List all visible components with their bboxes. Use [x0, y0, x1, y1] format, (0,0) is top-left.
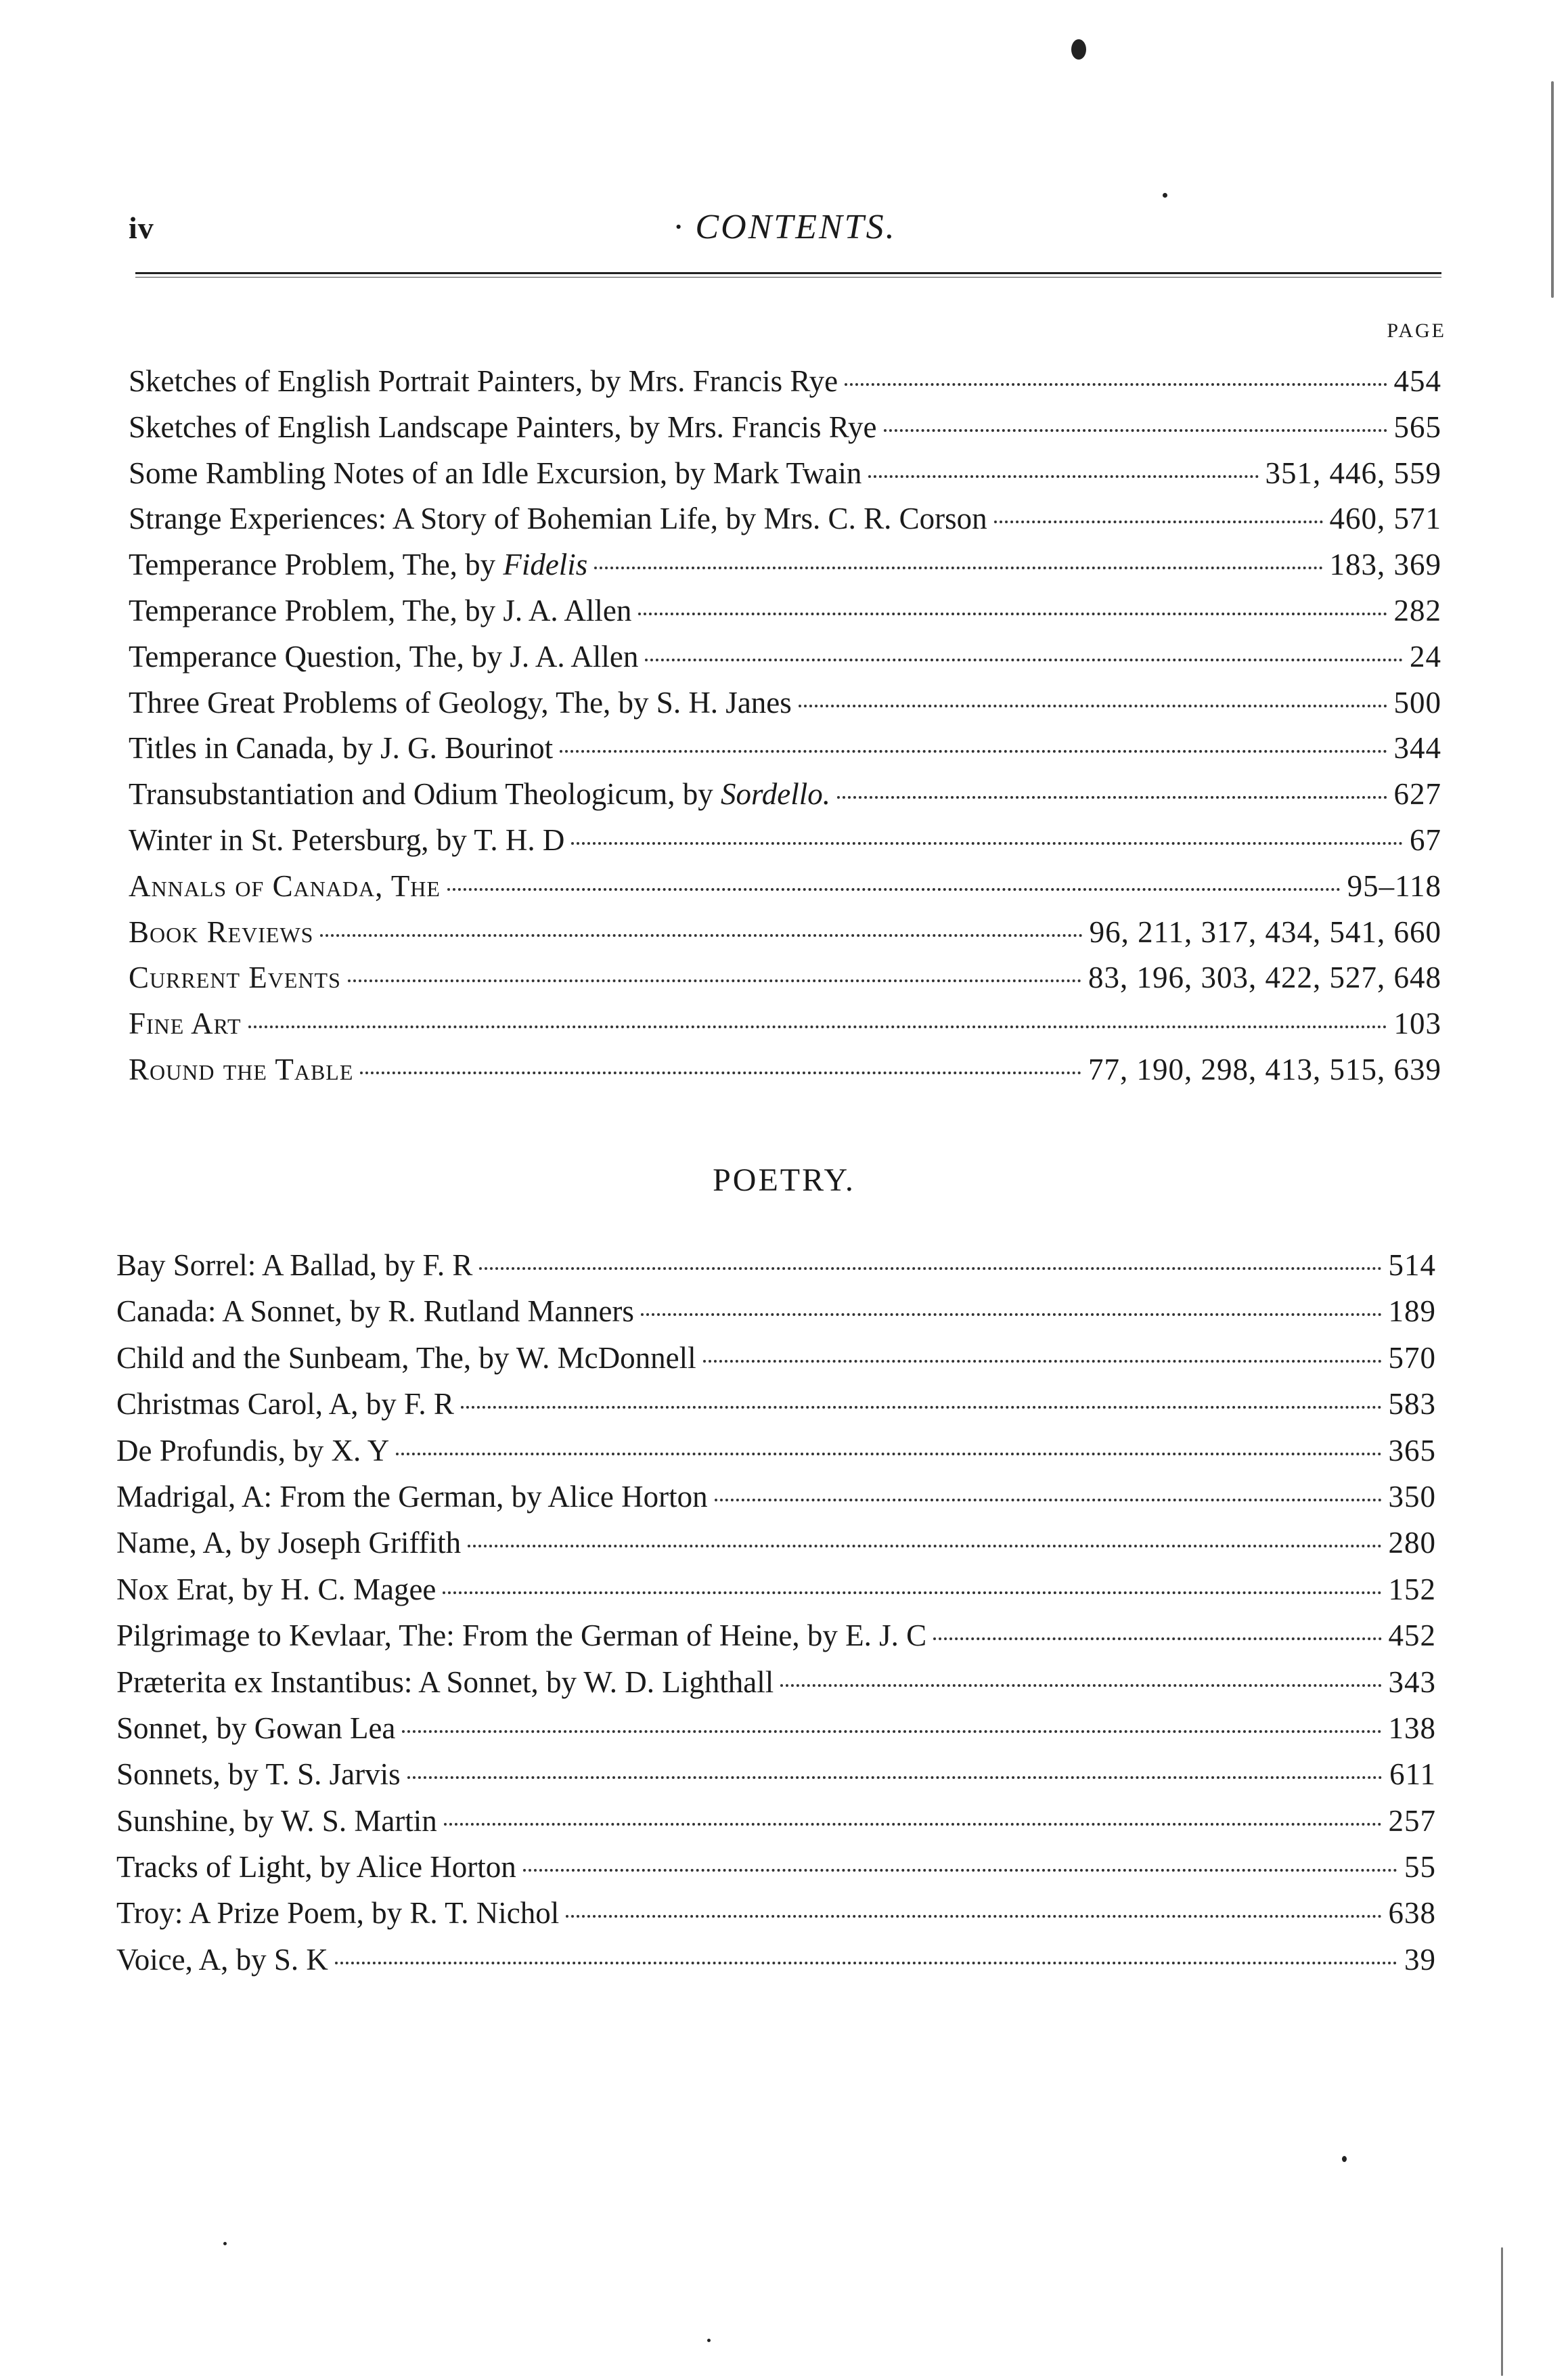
entry-title — [129, 542, 587, 588]
entry-title — [116, 1844, 516, 1890]
entry-pages: 24 — [1410, 639, 1441, 674]
dot-leader — [641, 1313, 1382, 1316]
dot-leader — [571, 842, 1403, 845]
dot-leader — [468, 1545, 1381, 1547]
entry-pages: 152 — [1388, 1572, 1436, 1606]
entry-title — [129, 359, 838, 405]
entry-pages: 351, 446, 559 — [1265, 456, 1441, 490]
entry-title-text: Madrigal, A: From the German, by Alice Horton — [116, 1479, 708, 1514]
entry-title-text: Troy: A Prize Poem, by R. T. Nichol — [116, 1896, 560, 1931]
dot-leader — [994, 521, 1323, 523]
entry-title-text: Temperance Problem, The, by J. A. Allen — [129, 593, 632, 627]
toc-entry — [116, 1566, 1436, 1612]
entry-title-text: Bay Sorrel: A Ballad, by F. R — [116, 1248, 473, 1282]
entry-title-text: Sonnet, by Gowan Lea — [116, 1711, 396, 1745]
dot-leader — [933, 1637, 1381, 1640]
toc-entry — [129, 680, 1441, 726]
entry-title — [116, 1242, 472, 1288]
entry-title — [129, 1001, 242, 1047]
dot-leader — [523, 1869, 1397, 1872]
entry-title-text: Winter in St. Petersburg, by T. H. D — [129, 822, 565, 857]
toc-entry — [116, 1428, 1436, 1474]
entry-pages: 257 — [1388, 1803, 1436, 1838]
dot-leader — [780, 1684, 1381, 1687]
entry-pages: 452 — [1388, 1618, 1436, 1653]
dot-leader — [868, 475, 1258, 478]
toc-entry — [116, 1520, 1436, 1566]
dot-leader — [360, 1072, 1081, 1074]
entry-pages: 103 — [1393, 1007, 1441, 1041]
entry-title — [129, 818, 564, 864]
toc-entry — [116, 1474, 1436, 1520]
entry-title-text: Round the Table — [129, 1052, 354, 1086]
toc-entry — [129, 588, 1441, 634]
toc-entry — [116, 1937, 1436, 1983]
entry-title — [129, 496, 987, 542]
entry-author-italic: Sordello. — [720, 777, 831, 812]
entry-title-text: Sketches of English Portrait Painters, by Mrs. Francis Rye — [129, 364, 838, 398]
entry-pages: 344 — [1393, 731, 1441, 766]
entry-title — [116, 1705, 395, 1751]
dot-leader — [560, 750, 1387, 753]
entry-pages: 638 — [1388, 1896, 1436, 1931]
dot-leader — [335, 1962, 1397, 1964]
toc-entry — [129, 910, 1441, 956]
entry-title-text: Annals of Canada, The — [129, 868, 441, 903]
toc-entry — [129, 1001, 1441, 1047]
ink-speck — [1163, 193, 1167, 198]
entry-title-text: Temperance Question, The, by J. A. Allen — [129, 639, 639, 674]
toc-entry — [129, 955, 1441, 1001]
entry-pages: 55 — [1404, 1850, 1436, 1885]
dot-leader — [348, 979, 1081, 982]
entry-title — [116, 1474, 708, 1520]
entry-title-text: Titles in Canada, by J. G. Bourinot — [129, 731, 554, 766]
entry-pages: 514 — [1388, 1248, 1436, 1282]
dot-leader — [461, 1406, 1382, 1409]
ink-speck — [1342, 2156, 1347, 2162]
entry-title-text: Sonnets, by T. S. Jarvis — [116, 1757, 401, 1792]
poetry-list — [116, 1242, 1436, 1983]
dot-leader — [645, 659, 1403, 661]
dot-leader — [638, 613, 1387, 615]
entry-pages: 570 — [1388, 1340, 1436, 1375]
dot-leader — [845, 383, 1387, 386]
entry-pages: 189 — [1388, 1294, 1436, 1329]
dot-leader — [320, 934, 1082, 937]
entry-title — [129, 1047, 353, 1093]
entry-title — [116, 1751, 401, 1797]
entry-title-text: Name, A, by Joseph Griffith — [116, 1526, 462, 1560]
running-head — [129, 196, 1441, 257]
dot-leader — [715, 1499, 1382, 1501]
entry-title-text: Pilgrimage to Kevlaar, The: From the German of Heine, by E. J. C — [116, 1618, 927, 1653]
entry-pages: 183, 369 — [1329, 548, 1441, 582]
entry-pages: 77, 190, 298, 413, 515, 639 — [1088, 1052, 1441, 1086]
entry-pages: 611 — [1389, 1757, 1436, 1792]
entry-title-text: Voice, A, by S. K — [116, 1942, 328, 1977]
entry-title — [129, 634, 638, 680]
dot-leader — [703, 1360, 1382, 1363]
ink-speck — [707, 2339, 711, 2342]
toc-entry — [116, 1751, 1436, 1797]
entry-title-text: Transubstantiation and Odium Theologicum, by — [129, 777, 713, 812]
header-rule — [135, 272, 1441, 278]
dot-leader — [884, 429, 1387, 432]
entry-title — [129, 910, 313, 956]
toc-entry — [116, 1242, 1436, 1288]
entry-title-text: Current Events — [129, 961, 341, 995]
dot-leader — [799, 705, 1387, 707]
page-number: iv — [129, 211, 154, 245]
toc-entry — [129, 818, 1441, 864]
entry-title-text: Child and the Sunbeam, The, by W. McDonnell — [116, 1340, 696, 1375]
dot-leader — [837, 796, 1387, 799]
entry-title-text: Canada: A Sonnet, by R. Rutland Manners — [116, 1294, 634, 1329]
entry-title — [116, 1659, 774, 1705]
entry-title — [116, 1798, 437, 1844]
entry-pages: 39 — [1404, 1942, 1436, 1977]
dot-leader — [479, 1267, 1381, 1270]
toc-entry — [116, 1612, 1436, 1658]
entry-title-text: Sketches of English Landscape Painters, by Mrs. Francis Rye — [129, 410, 877, 444]
toc-entry — [116, 1381, 1436, 1427]
entry-title — [129, 451, 861, 497]
entry-title-text: Fine Art — [129, 1007, 242, 1041]
toc-entry — [116, 1890, 1436, 1936]
entry-title — [116, 1612, 926, 1658]
entry-title — [116, 1520, 461, 1566]
entry-pages: 95–118 — [1347, 868, 1441, 903]
dot-leader — [407, 1776, 1383, 1779]
entry-pages: 350 — [1388, 1479, 1436, 1514]
page-column-label: PAGE — [1387, 319, 1446, 342]
entry-title — [129, 772, 830, 818]
toc-entry — [129, 542, 1441, 588]
toc-entry — [129, 634, 1441, 680]
entry-title-text: Temperance Problem, The, by — [129, 548, 496, 582]
entry-title-text: Præterita ex Instantibus: A Sonnet, by W. D. Lighthall — [116, 1665, 774, 1699]
entry-pages: 500 — [1393, 685, 1441, 720]
toc-entry — [129, 451, 1441, 497]
dot-leader — [443, 1591, 1381, 1594]
entry-title — [116, 1288, 634, 1334]
dot-leader — [396, 1453, 1381, 1455]
entry-title — [129, 588, 631, 634]
entry-title — [129, 680, 792, 726]
entry-title — [116, 1890, 559, 1936]
entry-title-text: De Profundis, by X. Y — [116, 1433, 390, 1468]
entry-title — [129, 405, 877, 451]
entry-title — [116, 1428, 389, 1474]
entry-pages: 83, 196, 303, 422, 527, 648 — [1088, 961, 1441, 995]
dot-leader — [402, 1730, 1381, 1733]
entry-title-text: Book Reviews — [129, 914, 314, 949]
entry-pages: 67 — [1410, 822, 1441, 857]
toc-entry — [116, 1288, 1436, 1334]
toc-entry — [116, 1798, 1436, 1844]
toc-entry — [116, 1659, 1436, 1705]
dot-leader — [248, 1026, 1387, 1028]
ink-speck — [1071, 39, 1086, 60]
toc-entry — [129, 405, 1441, 451]
entry-pages: 343 — [1388, 1665, 1436, 1699]
dot-leader — [594, 567, 1322, 569]
entry-title-text: Christmas Carol, A, by F. R — [116, 1387, 454, 1422]
entry-pages: 282 — [1393, 593, 1441, 627]
toc-entry — [116, 1844, 1436, 1890]
entry-title — [129, 726, 553, 772]
ink-speck — [1501, 2247, 1503, 2376]
entry-pages: 565 — [1393, 410, 1441, 444]
dot-leader — [444, 1823, 1382, 1826]
entry-pages: 280 — [1388, 1526, 1436, 1560]
entry-title-text: Nox Erat, by H. C. Magee — [116, 1572, 436, 1606]
toc-entry — [129, 359, 1441, 405]
entry-title — [116, 1381, 454, 1427]
poetry-heading: POETRY. — [713, 1162, 855, 1198]
entry-title-text: Some Rambling Notes of an Idle Excursion, by Mark Twain — [129, 456, 862, 490]
entry-pages: 627 — [1393, 777, 1441, 812]
entry-title — [129, 864, 441, 910]
toc-entry — [129, 496, 1441, 542]
dot-leader — [566, 1915, 1381, 1918]
entry-pages: 96, 211, 317, 434, 541, 660 — [1089, 914, 1441, 949]
toc-entry — [129, 864, 1441, 910]
entry-title — [116, 1566, 436, 1612]
toc-entry — [129, 726, 1441, 772]
entry-pages: 460, 571 — [1329, 502, 1441, 536]
entry-title-text: Sunshine, by W. S. Martin — [116, 1803, 437, 1838]
toc-entry — [116, 1705, 1436, 1751]
entry-title — [116, 1335, 696, 1381]
entry-title-text: Tracks of Light, by Alice Horton — [116, 1850, 516, 1885]
dot-leader — [447, 888, 1341, 891]
entry-pages: 583 — [1388, 1387, 1436, 1422]
page-title: · CONTENTS. — [673, 208, 897, 246]
entry-title — [116, 1937, 328, 1983]
contents-list — [129, 359, 1441, 1093]
entry-pages: 365 — [1388, 1433, 1436, 1468]
entry-title — [129, 955, 341, 1001]
entry-title-text: Strange Experiences: A Story of Bohemian Life, by Mrs. C. R. Corson — [129, 502, 987, 536]
toc-entry — [116, 1335, 1436, 1381]
ink-speck — [223, 2242, 227, 2245]
entry-pages: 454 — [1393, 364, 1441, 398]
entry-title-text: Three Great Problems of Geology, The, by S. H. Janes — [129, 685, 792, 720]
ink-speck — [1551, 81, 1554, 298]
entry-pages: 138 — [1388, 1711, 1436, 1745]
toc-entry — [129, 1047, 1441, 1093]
toc-entry — [129, 772, 1441, 818]
entry-author-italic: Fidelis — [503, 548, 588, 582]
